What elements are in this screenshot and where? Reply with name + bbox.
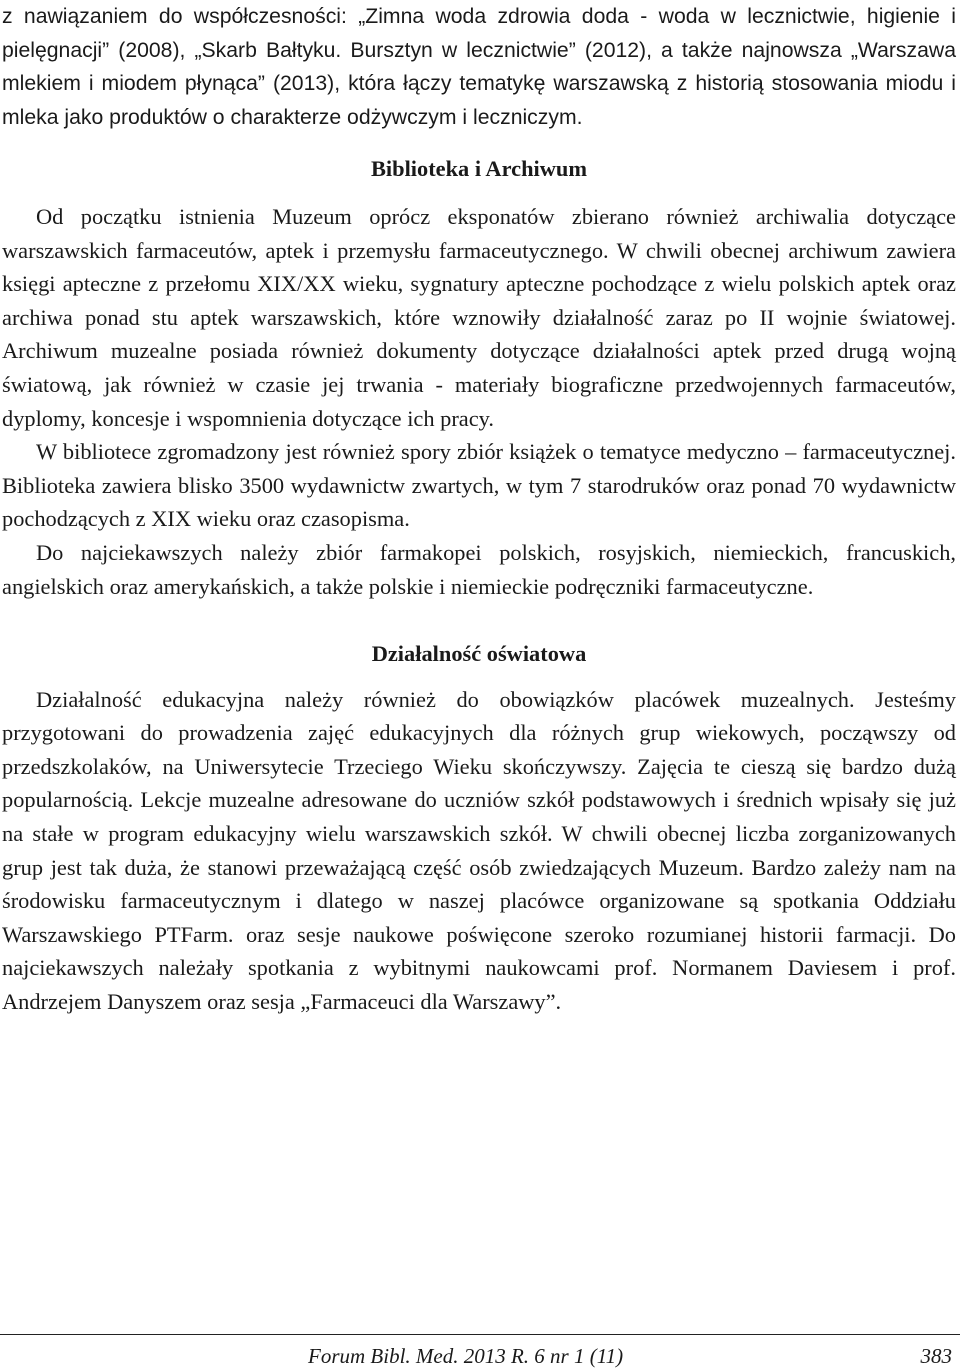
page-body xyxy=(2,0,956,1019)
education-paragraph: Działalność edukacyjna należy również do obowiązków placówek muzealnych. Jesteśmy przygotowani do prowadzenia zajęć edukacyjnych dla różnych grup wiekowych, począwszy od przedszkolaków, na Uniwersytecie Trzeciego Wieku skończywszy. Zajęcia te cieszą się bardzo dużą popularnością. Lekcje muzealne adresowane do uczniów szkół podstawowych i średnich wpisały się już na stałe w program edukacyjny wielu warszawskich szkół. W chwili obecnej liczba zorganizowanych grup jest tak duża, że stanowi przeważającą część osób zwiedzających Muzeum. Bardzo zależy nam na środowisku farmaceutycznym i dlatego w naszej placówce organizowane są spotkania Oddziału Warszawskiego PTFarm. oraz sesje naukowe poświęcone szeroko rozumianej historii farmacji. Do najciekawszych należały spotkania z wybitnymi naukowcami prof. Normanem Daviesem i prof. Andrzejem Danyszem oraz sesja „Farmaceuci dla Warszawy”. xyxy=(2,686,956,1015)
footer-divider xyxy=(0,1334,960,1335)
education-heading: Działalność oświatowa xyxy=(371,641,587,667)
intro-paragraph: z nawiązaniem do współczesności: „Zimna woda zdrowia doda - woda w lecznictwie, higienie i pielęgnacji” (2008), „Skarb Bałtyku. Bursztyn w lecznictwie” (2012), a także najnowsza „Warszawa mlekiem i miodem płynąca” (2013), która łączy tematykę warszawską z historią stosowania miodu i mleka jako produktów o charakterze odżywczym i leczniczym. xyxy=(2,5,956,129)
page-number: 383 xyxy=(920,1344,952,1368)
library-paragraph: W bibliotece zgromadzony jest również spory zbiór książek o tematyce medyczno – farmaceutycznej. Biblioteka zawiera blisko 3500 wydawnictw zwartych, w tym 7 starodruków oraz ponad 70 wydawnictw pochodzących z XIX wieku oraz czasopisma. xyxy=(2,439,956,532)
education-section xyxy=(2,637,956,1019)
archive-paragraph: Od początku istnienia Muzeum oprócz eksponatów zbierano również archiwalia dotyczące warszawskich farmaceutów, aptek i przemysłu farmaceutycznego. W chwili obecnej archiwum zawiera księgi apteczne z przełomu XIX/XX wieku, sygnatury apteczne pochodzące z wielu polskich aptek oraz archiwa ponad stu aptek warszawskich, które wznowiły działalność zaraz po II wojnie światowej. Archiwum muzealne posiada również dokumenty dotyczące działalności aptek przed drugą wojną światową, jak również w czasie jej trwania - materiały biograficzne przedwojennych farmaceutów, dyplomy, koncesje i wspomnienia dotyczące ich pracy. xyxy=(2,203,956,431)
journal-citation: Forum Bibl. Med. 2013 R. 6 nr 1 (11) xyxy=(308,1344,624,1368)
pharmacopoeia-paragraph: Do najciekawszych należy zbiór farmakopei polskich, rosyjskich, niemieckich, francuskich, angielskich oraz amerykańskich, a także polskie i niemieckie podręczniki farmaceutyczne. xyxy=(2,539,956,599)
library-archive-section xyxy=(2,152,956,603)
library-archive-heading: Biblioteka i Archiwum xyxy=(370,156,588,182)
